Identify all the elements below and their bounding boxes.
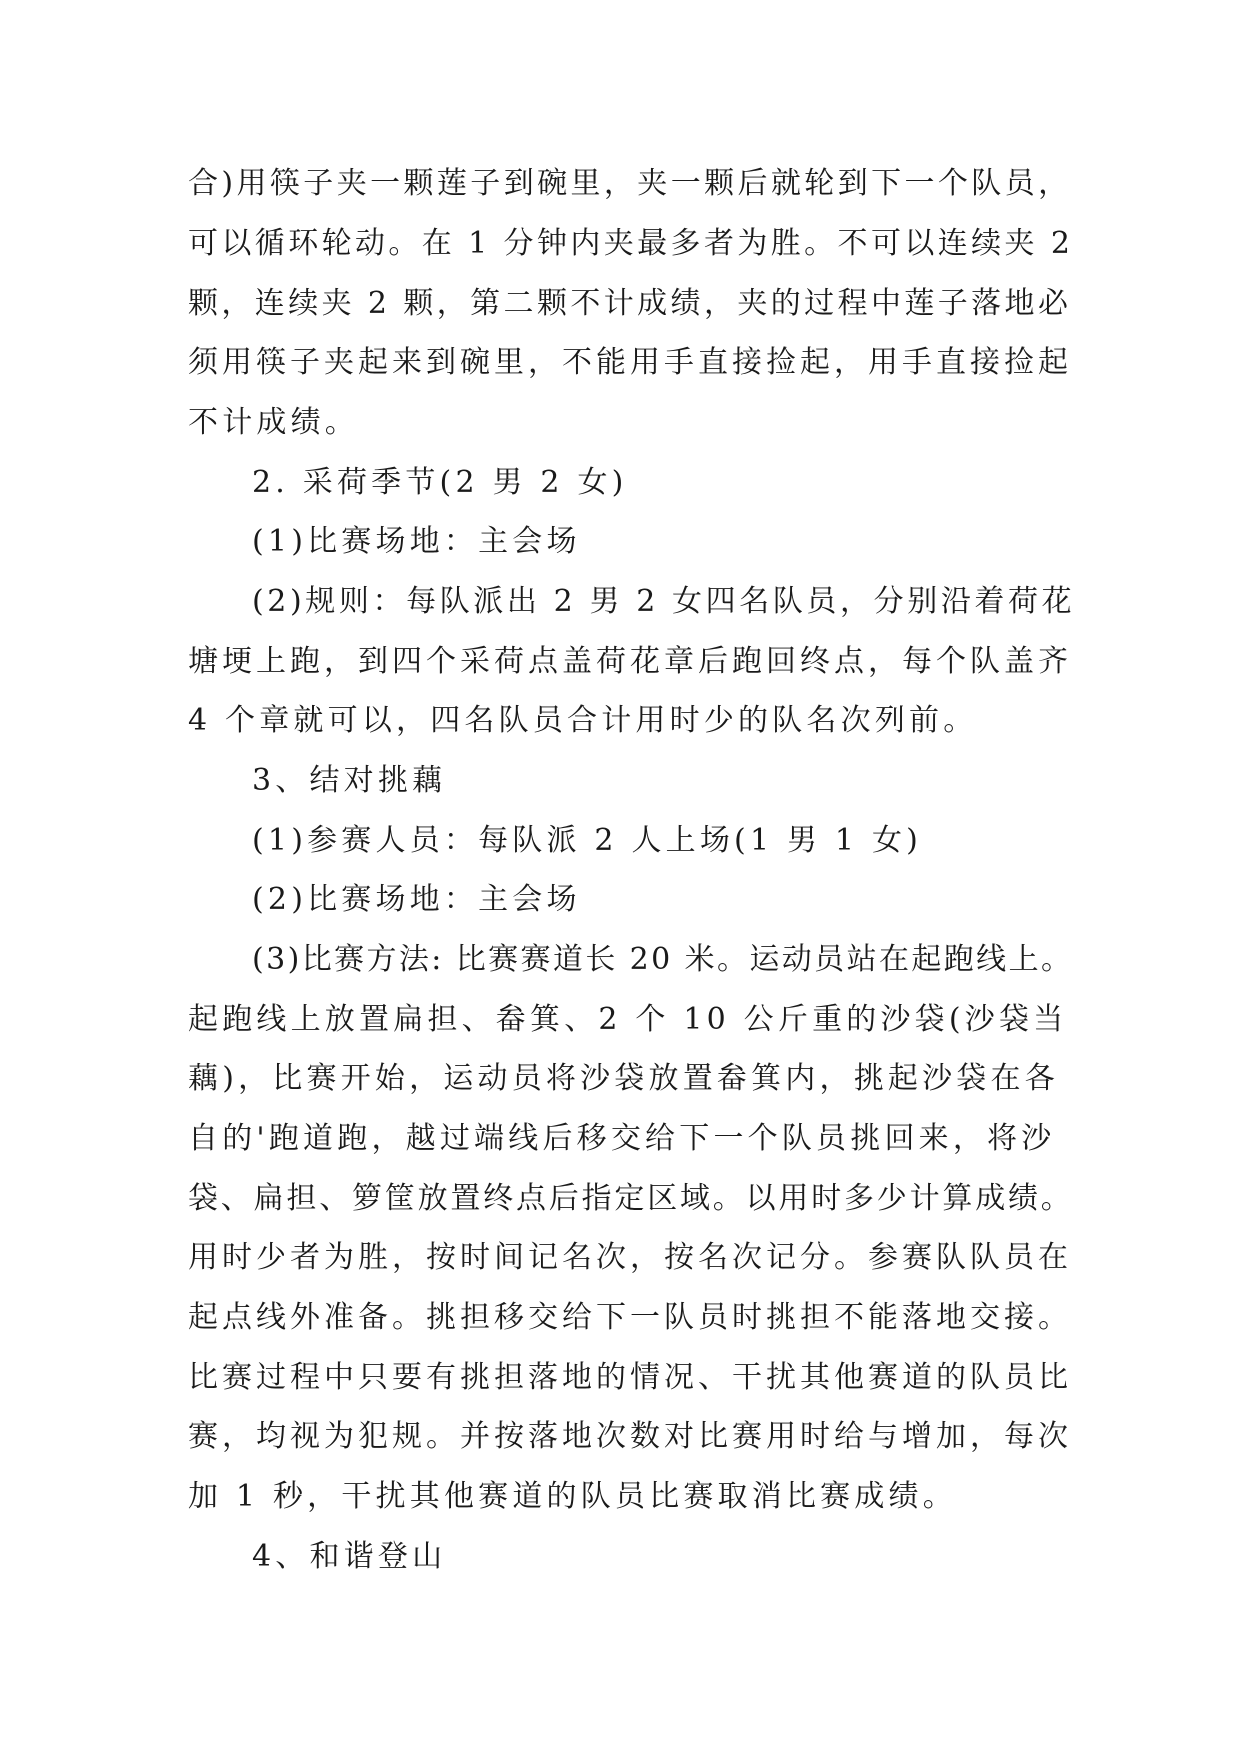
text-line: 可以循环轮动。在 1 分钟内夹最多者为胜。不可以连续夹 2 [188,226,1074,261]
text-line: 比赛过程中只要有挑担落地的情况、干扰其他赛道的队员比 [188,1360,1072,1395]
text-line: 藕)，比赛开始，运动员将沙袋放置畚箕内，挑起沙袋在各 [188,1061,1059,1096]
text-line: (1)参赛人员：每队派 2 人上场(1 男 1 女) [252,823,923,858]
text-line: 自的'跑道跑，越过端线后移交给下一个队员挑回来，将沙 [188,1121,1056,1156]
text-line: (1)比赛场地：主会场 [252,524,581,559]
text-line: 起跑线上放置扁担、畚箕、2 个 10 公斤重的沙袋(沙袋当 [188,1002,1068,1037]
text-line: 袋、扁担、箩筐放置终点后指定区域。以用时多少计算成绩。 [188,1181,1074,1216]
text-line: 起点线外准备。挑担移交给下一队员时挑担不能落地交接。 [188,1300,1072,1335]
text-line: 4 个章就可以，四名队员合计用时少的队名次列前。 [188,703,978,738]
text-line: 用时少者为胜，按时间记名次，按名次记分。参赛队队员在 [188,1240,1072,1275]
section-heading: 2. 采荷季节(2 男 2 女) [252,465,628,500]
text-line: 赛，均视为犯规。并按落地次数对比赛用时给与增加，每次 [188,1419,1072,1454]
section-heading: 3、结对挑藕 [252,763,447,798]
text-line: 塘埂上跑，到四个采荷点盖荷花章后跑回终点，每个队盖齐 [188,644,1072,679]
text-line: 加 1 秒，干扰其他赛道的队员比赛取消比赛成绩。 [188,1479,957,1514]
text-line: (2)比赛场地：主会场 [252,882,581,917]
section-heading: 4、和谐登山 [252,1539,447,1574]
text-line: (3)比赛方法: 比赛赛道长 20 米。运动员站在起跑线上。 [252,942,1074,977]
text-line: (2)规则：每队派出 2 男 2 女四名队员，分别沿着荷花 [252,584,1076,619]
text-line: 合)用筷子夹一颗莲子到碗里，夹一颗后就轮到下一个队员， [188,166,1072,201]
text-line: 颗，连续夹 2 颗，第二颗不计成绩，夹的过程中莲子落地必 [188,286,1072,321]
text-line: 不计成绩。 [188,405,359,440]
text-line: 须用筷子夹起来到碗里，不能用手直接捡起，用手直接捡起 [188,345,1072,380]
